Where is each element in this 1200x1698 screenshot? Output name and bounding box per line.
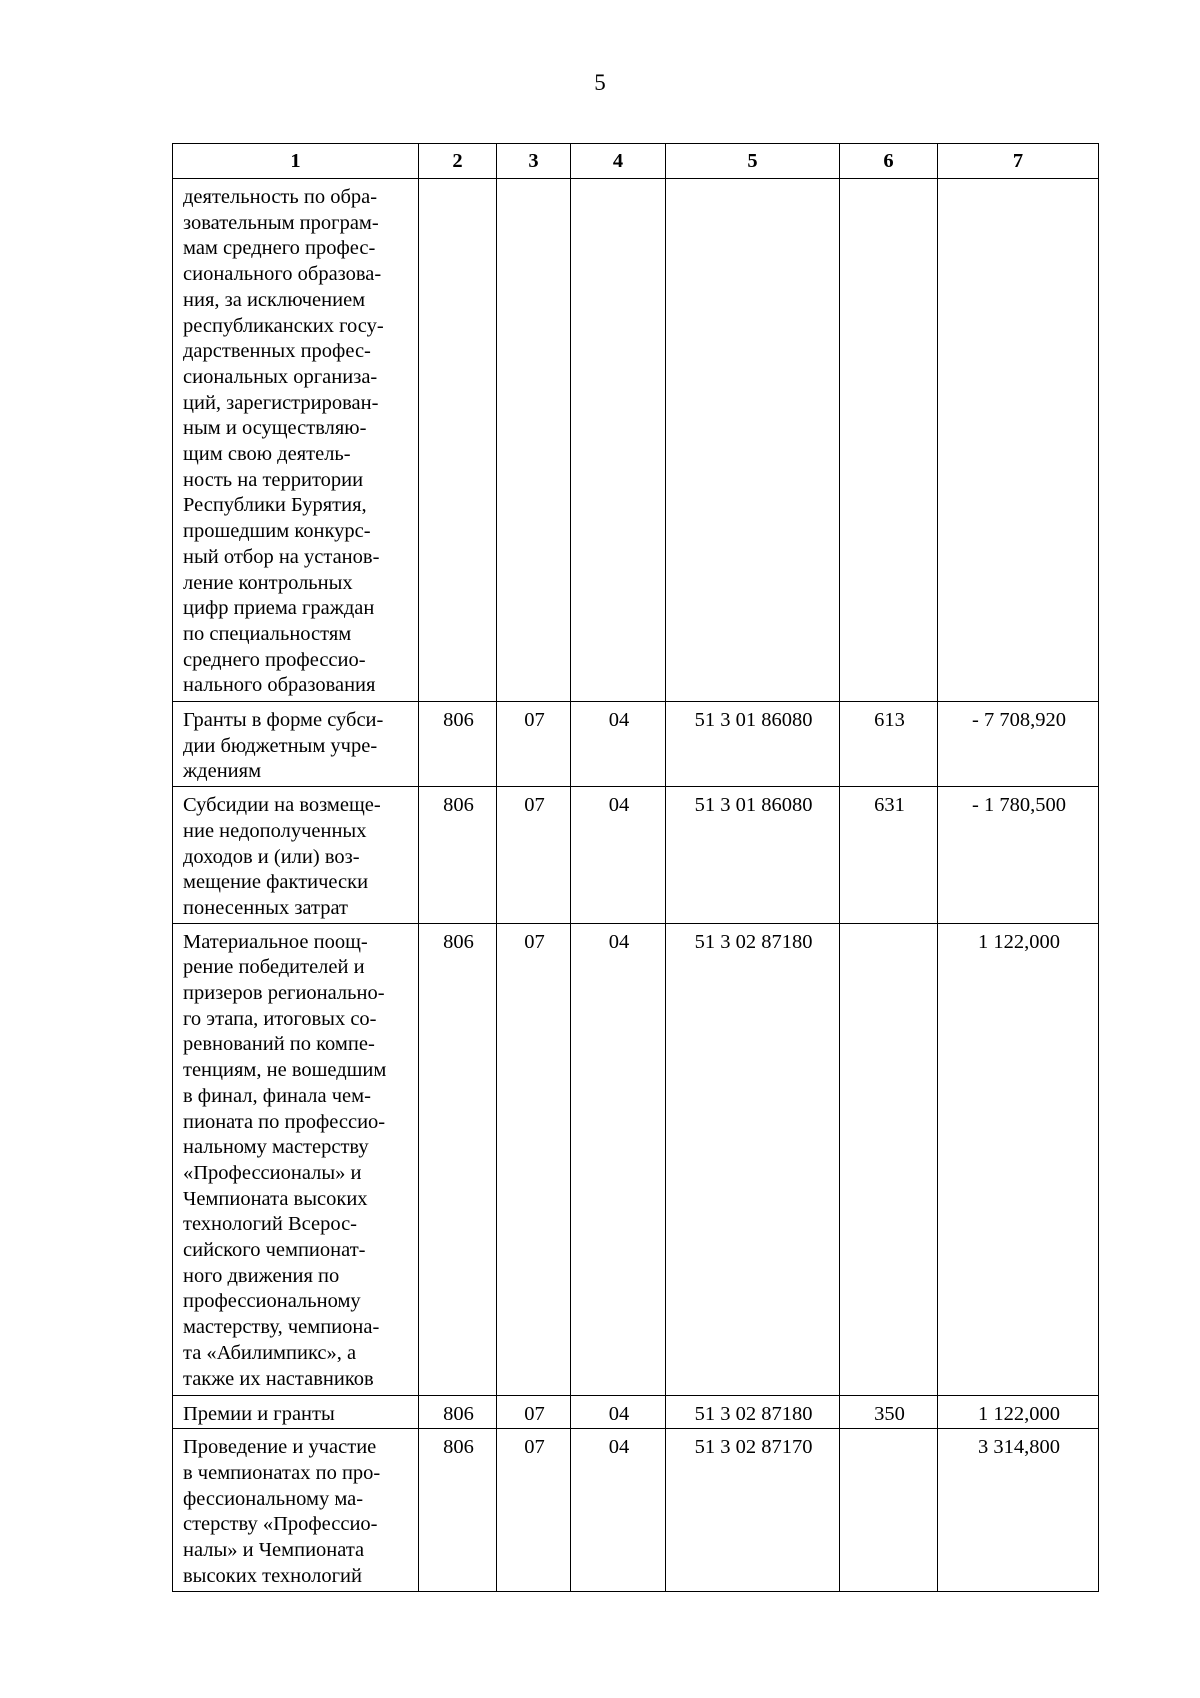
text-line: пионата по профессио-	[183, 1110, 386, 1133]
header-row	[173, 144, 1099, 179]
text-line: зовательным програм-	[183, 211, 379, 234]
cell-amount: - 7 708,920	[938, 702, 1099, 787]
text-line: ждениям	[183, 760, 262, 783]
text-line: мещение фактически	[183, 871, 369, 894]
text-line: ния, за исключением	[183, 288, 366, 311]
text-line: среднего профессио-	[183, 648, 366, 671]
text-line: щим свою деятель-	[183, 443, 351, 466]
row-description	[173, 1395, 419, 1429]
text-line: прошедшим конкурс-	[183, 520, 371, 543]
cell-amount: 3 314,800	[938, 1429, 1099, 1592]
cell-section: 07	[497, 702, 571, 787]
row-description	[173, 1429, 419, 1592]
text-line: понесенных затрат	[183, 896, 348, 919]
cell-subsection: 04	[571, 702, 666, 787]
table-row	[173, 923, 1099, 1395]
col-header-2: 2	[419, 144, 497, 179]
col-header-1: 1	[173, 144, 419, 179]
text-line: в чемпионатах по про-	[183, 1462, 381, 1485]
text-line: Гранты в форме субси-	[183, 709, 384, 731]
text-line: та «Абилимпикс», а	[183, 1341, 357, 1364]
cell-target-code: 51 3 02 87180	[666, 1395, 840, 1429]
cell-section	[497, 179, 571, 702]
text-line: республиканских госу-	[183, 314, 384, 337]
text-line: мам среднего профес-	[183, 237, 376, 260]
text-line: по специальностям	[183, 622, 352, 645]
cell-target-code: 51 3 02 87180	[666, 923, 840, 1395]
cell-subsection: 04	[571, 1395, 666, 1429]
text-line: дии бюджетным учре-	[183, 734, 378, 757]
text-line: ного движения по	[183, 1264, 340, 1287]
text-line: сийского чемпионат-	[183, 1239, 366, 1262]
cell-subsection: 04	[571, 1429, 666, 1592]
table-row	[173, 787, 1099, 924]
cell-subsection: 04	[571, 787, 666, 924]
text-line: Чемпионата высоких	[183, 1187, 368, 1210]
text-line: ный отбор на установ-	[183, 545, 380, 568]
cell-expense-type: 350	[840, 1395, 938, 1429]
text-line: в финал, финала чем-	[183, 1084, 371, 1107]
text-line: ным и осуществляю-	[183, 417, 367, 440]
text-line: Проведение и участие	[183, 1436, 377, 1459]
text-line: призеров регионально-	[183, 982, 385, 1005]
col-header-5: 5	[666, 144, 840, 179]
text-line: ревнований по компе-	[183, 1033, 375, 1056]
row-description	[173, 923, 419, 1395]
text-line: Республики Бурятия,	[183, 494, 367, 517]
text-line: ление контрольных	[183, 571, 353, 594]
row-description	[173, 702, 419, 787]
text-line: нальному мастерству	[183, 1136, 369, 1159]
cell-ministry-code: 806	[419, 1429, 497, 1592]
budget-table	[172, 143, 1099, 1592]
text-line: Премии и гранты	[183, 1402, 335, 1425]
text-line: ций, зарегистрирован-	[183, 391, 379, 414]
text-line: деятельность по обра-	[183, 186, 378, 208]
cell-expense-type: 631	[840, 787, 938, 924]
text-line: технологий Всерос-	[183, 1213, 357, 1236]
text-line: сиональных организа-	[183, 365, 378, 388]
text-line: мастерству, чемпиона-	[183, 1316, 380, 1339]
table-row	[173, 179, 1099, 702]
cell-ministry-code: 806	[419, 787, 497, 924]
cell-section: 07	[497, 787, 571, 924]
cell-section: 07	[497, 1429, 571, 1592]
cell-subsection	[571, 179, 666, 702]
text-line: доходов и (или) воз-	[183, 845, 360, 868]
cell-ministry-code: 806	[419, 1395, 497, 1429]
cell-target-code: 51 3 01 86080	[666, 702, 840, 787]
text-line: тенциям, не вошедшим	[183, 1059, 387, 1082]
page-number: 5	[594, 70, 606, 95]
text-line: дарственных профес-	[183, 340, 371, 363]
text-line: профессиональному	[183, 1290, 361, 1313]
col-header-3: 3	[497, 144, 571, 179]
table-row	[173, 1395, 1099, 1429]
text-line: налы» и Чемпионата	[183, 1539, 365, 1562]
col-header-4: 4	[571, 144, 666, 179]
text-line: ние недополученных	[183, 819, 367, 842]
text-line: го этапа, итоговых со-	[183, 1007, 377, 1030]
table-row	[173, 1429, 1099, 1592]
row-description	[173, 787, 419, 924]
cell-subsection: 04	[571, 923, 666, 1395]
cell-target-code	[666, 179, 840, 702]
cell-section: 07	[497, 1395, 571, 1429]
table-row	[173, 702, 1099, 787]
text-line: высоких технологий	[183, 1564, 362, 1587]
text-line: стерству «Профессио-	[183, 1513, 378, 1536]
cell-amount	[938, 179, 1099, 702]
cell-amount: 1 122,000	[938, 923, 1099, 1395]
cell-ministry-code: 806	[419, 923, 497, 1395]
text-line: Субсидии на возмеще-	[183, 794, 381, 817]
cell-ministry-code: 806	[419, 702, 497, 787]
text-line: фессиональному ма-	[183, 1487, 364, 1510]
cell-amount: 1 122,000	[938, 1395, 1099, 1429]
row-description	[173, 179, 419, 702]
text-line: рение победителей и	[183, 956, 365, 979]
cell-ministry-code	[419, 179, 497, 702]
text-line: сионального образова-	[183, 263, 382, 286]
text-line: Материальное поощ-	[183, 930, 368, 953]
cell-target-code: 51 3 01 86080	[666, 787, 840, 924]
cell-target-code: 51 3 02 87170	[666, 1429, 840, 1592]
cell-expense-type: 613	[840, 702, 938, 787]
col-header-6: 6	[840, 144, 938, 179]
text-line: «Профессионалы» и	[183, 1161, 362, 1184]
cell-amount: - 1 780,500	[938, 787, 1099, 924]
text-line: также их наставников	[183, 1367, 374, 1390]
text-line: ность на территории	[183, 468, 364, 491]
cell-expense-type	[840, 1429, 938, 1592]
cell-expense-type	[840, 923, 938, 1395]
col-header-7: 7	[938, 144, 1099, 179]
text-line: нального образования	[183, 674, 376, 697]
cell-expense-type	[840, 179, 938, 702]
text-line: цифр приема граждан	[183, 597, 375, 620]
cell-section: 07	[497, 923, 571, 1395]
